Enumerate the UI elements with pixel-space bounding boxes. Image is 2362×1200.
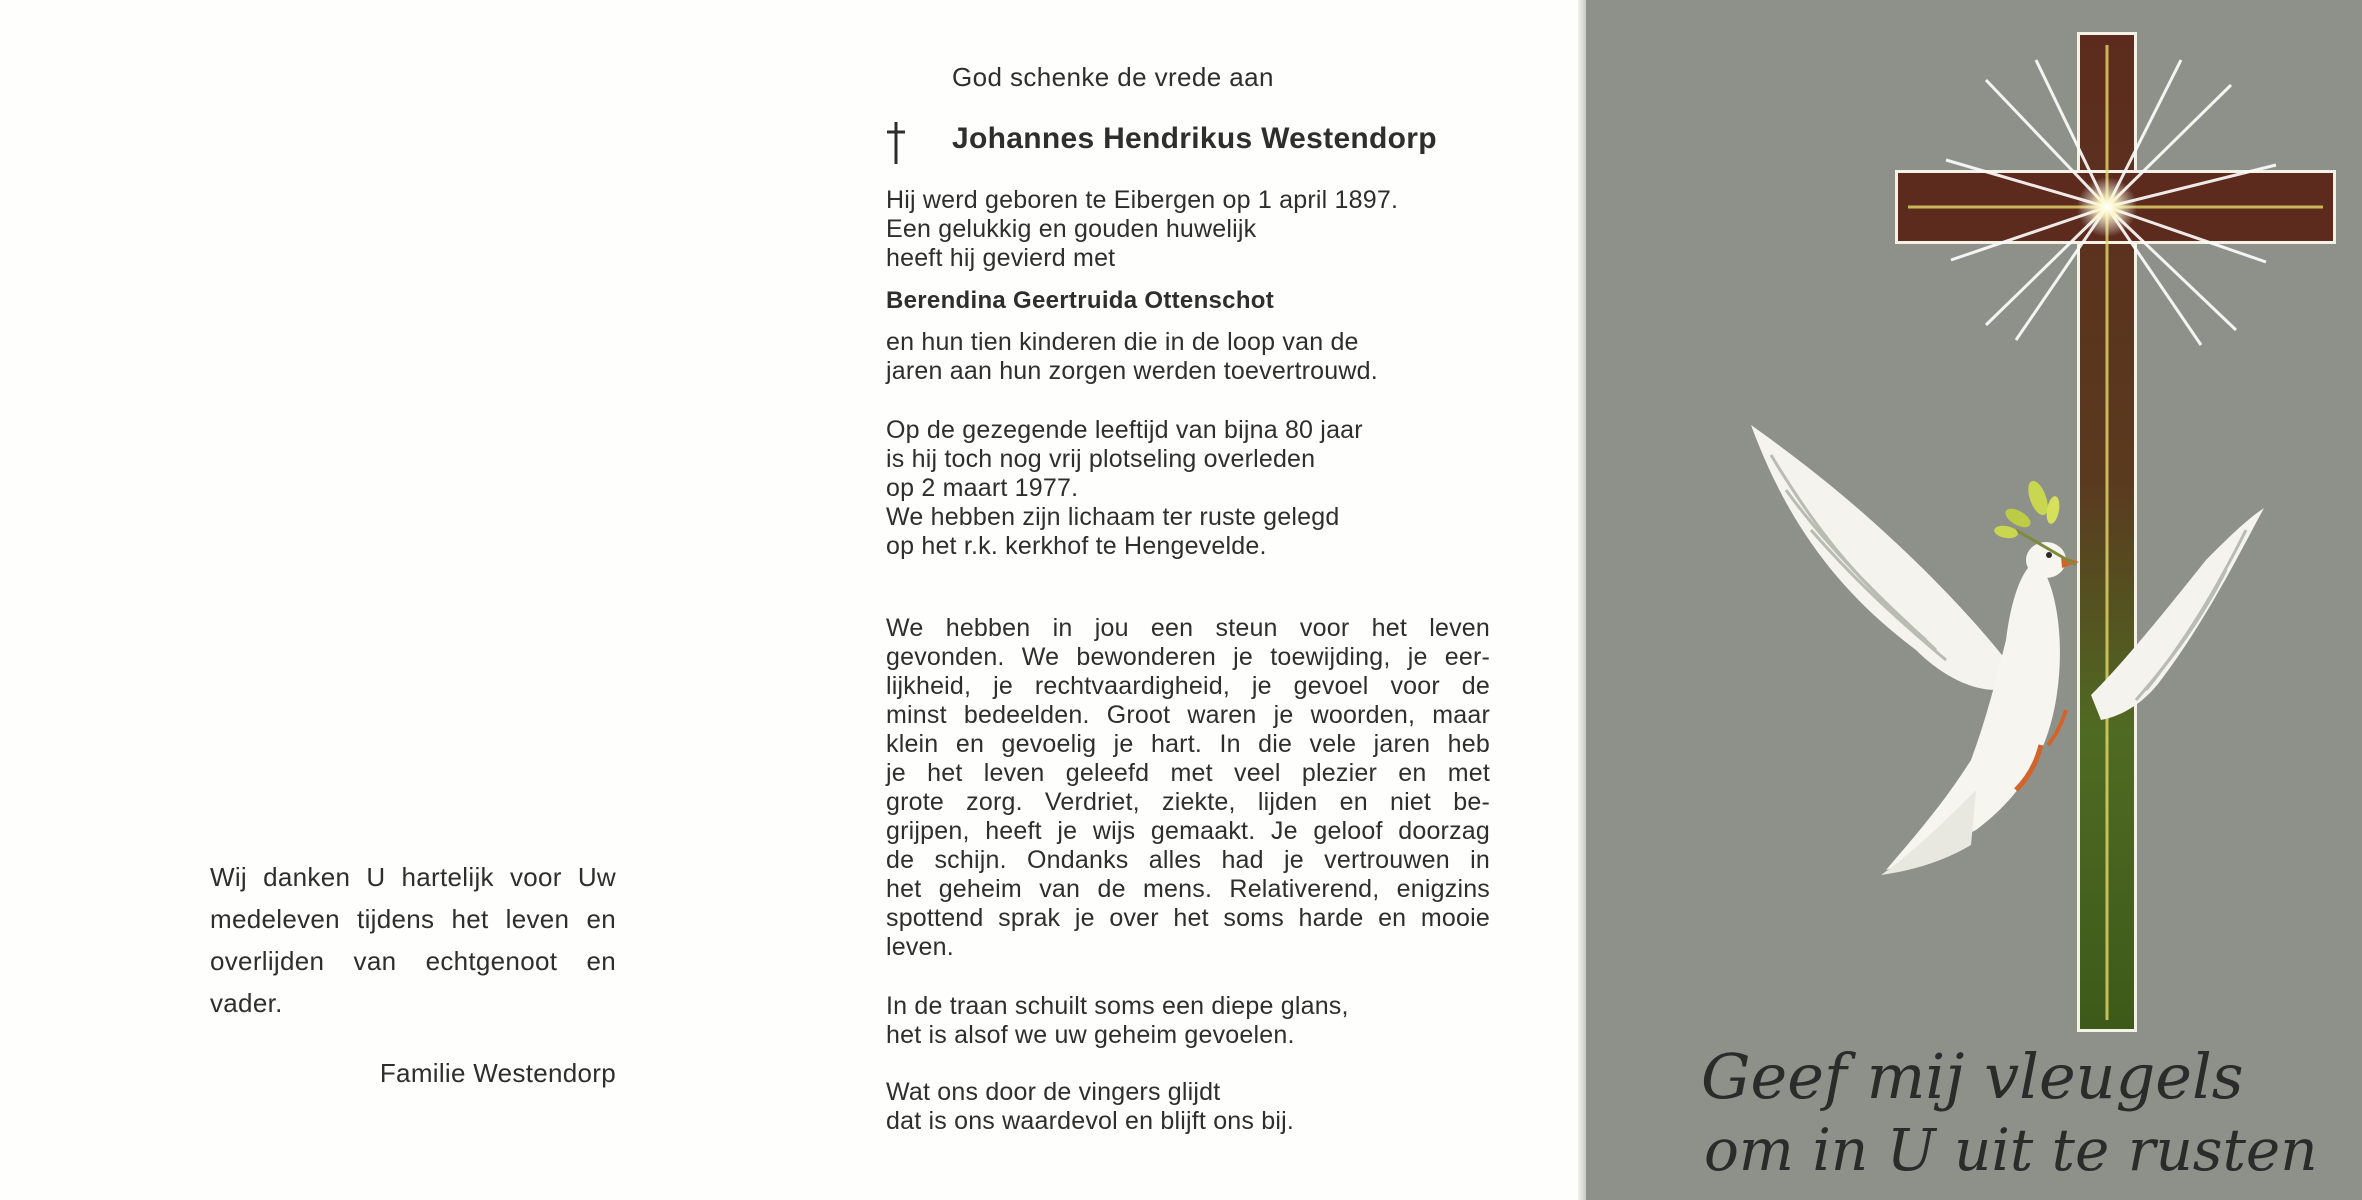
- text-line: dat is ons waardevol en blijft ons bij.: [886, 1107, 1295, 1135]
- intro-line: God schenke de vrede aan: [952, 62, 1274, 92]
- children-paragraph: [886, 328, 1494, 386]
- thanks-line: vader.: [210, 988, 283, 1018]
- deceased-name: Johannes Hendrikus Westendorp: [952, 122, 1437, 155]
- text-line: jaren aan hun zorgen werden toevertrouwd.: [886, 357, 1378, 385]
- memorial-illustration: [1586, 0, 2362, 1200]
- caption-line-2: om in U uit te rusten: [1704, 1116, 2318, 1184]
- text-line: de schijn. Ondanks alles had je vertrouwen in: [886, 846, 1490, 874]
- small-cross-icon: [884, 120, 908, 166]
- text-line: en hun tien kinderen die in de loop van de: [886, 328, 1359, 356]
- thanks-line: medeleven tijdens het leven en: [210, 904, 616, 934]
- text-line: Een gelukkig en gouden huwelijk: [886, 215, 1257, 243]
- verse-one: [886, 992, 1494, 1050]
- text-line: op 2 maart 1977.: [886, 474, 1079, 502]
- text-line: minst bedeelden. Groot waren je woorden, maar: [886, 701, 1490, 729]
- text-line: Wat ons door de vingers glijdt: [886, 1078, 1221, 1106]
- birth-paragraph: [886, 186, 1494, 273]
- spouse-name: Berendina Geertruida Ottenschot: [886, 287, 1275, 314]
- thanks-line: Wij danken U hartelijk voor Uw: [210, 862, 616, 892]
- text-line: We hebben zijn lichaam ter ruste gelegd: [886, 503, 1340, 531]
- glow-icon: [2077, 177, 2137, 237]
- text-line: grote zorg. Verdriet, ziekte, lijden en niet be-: [886, 788, 1490, 816]
- text-line: klein en gevoelig je hart. In die vele jaren heb: [886, 730, 1490, 758]
- thanks-message: [210, 856, 616, 1024]
- text-line: We hebben in jou een steun voor het leven: [886, 614, 1490, 642]
- family-signature: Familie Westendorp: [379, 1058, 616, 1088]
- caption-line-1: Geef mij vleugels: [1701, 1040, 2244, 1113]
- text-line: gevonden. We bewonderen je toewijding, je eer-: [886, 643, 1490, 671]
- picture-panel: [1586, 0, 2362, 1200]
- text-line: grijpen, heeft je wijs gemaakt. Je geloof doorzag: [886, 817, 1490, 845]
- death-paragraph: [886, 416, 1494, 561]
- text-line: leven.: [886, 933, 954, 961]
- tribute-paragraph: [886, 614, 1490, 962]
- thanks-line: overlijden van echtgenoot en: [210, 946, 616, 976]
- text-line: Hij werd geboren te Eibergen op 1 april 1897.: [886, 186, 1399, 214]
- text-line: spottend sprak je over het soms harde en mooie: [886, 904, 1490, 932]
- text-line: heeft hij gevierd met: [886, 244, 1116, 272]
- text-line: is hij toch nog vrij plotseling overleden: [886, 445, 1316, 473]
- text-line: het geheim van de mens. Relativerend, enigzins: [886, 875, 1490, 903]
- fold-shadow: [1578, 0, 1586, 1200]
- text-line: het is alsof we uw geheim gevoelen.: [886, 1021, 1295, 1049]
- middle-panel: [798, 0, 1586, 1200]
- text-line: lijkheid, je rechtvaardigheid, je gevoel voor de: [886, 672, 1490, 700]
- text-line: op het r.k. kerkhof te Hengevelde.: [886, 532, 1267, 560]
- verse-two: [886, 1078, 1494, 1136]
- left-panel: [0, 0, 798, 1200]
- text-line: Op de gezegende leeftijd van bijna 80 jaar: [886, 416, 1363, 444]
- text-line: je het leven geleefd met veel plezier en met: [886, 759, 1490, 787]
- text-line: In de traan schuilt soms een diepe glans,: [886, 992, 1349, 1020]
